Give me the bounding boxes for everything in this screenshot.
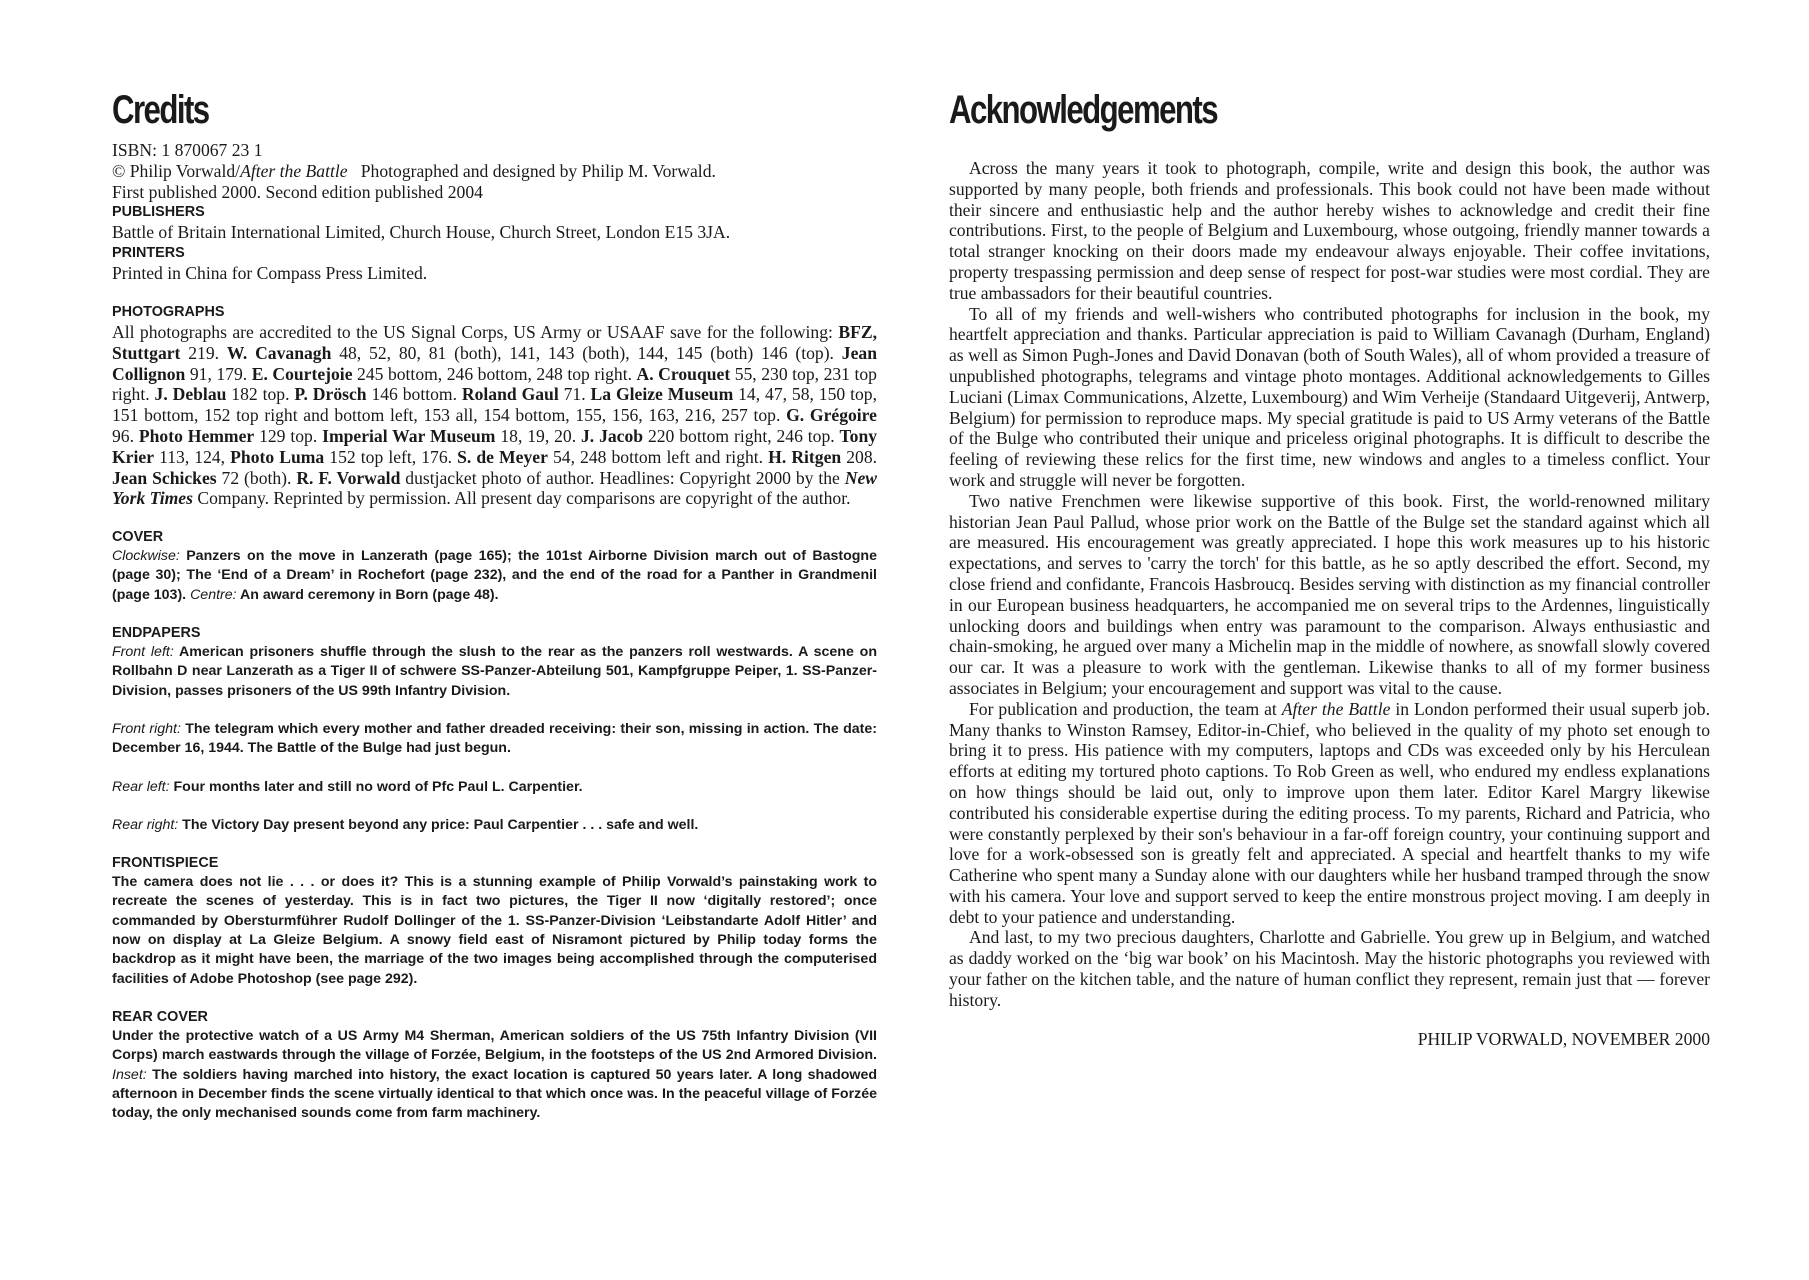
endpaper-front-right	[112, 720, 877, 759]
copyright-italic: After the Battle	[240, 160, 348, 181]
photo-credit-name: G. Grégoire	[786, 405, 877, 426]
ep-front-right-text: The telegram which every mother and father dreaded receiving: their son, missing in action. The date: December 16, 1944. The Battle of the Bulge had just begun.	[112, 720, 877, 757]
ack-paragraph: Two native Frenchmen were likewise supportive of this book. First, the world-renowned military historian Jean Paul Pallud, whose prior work on the Battle of the Bulge set the standard against which all are measured. His encouragement was greatly appreciated. I hope this work measures up to his historic expectations, and serves to 'carry the torch' for this battle, as he so aptly described the effort. Second, my close friend and confidante, Francois Hasbroucq. Besides serving with distinction as my financial controller in our European business headquarters, he accompanied me on several trips to the Ardennes, linguistically unlocking doors and buildings when entry was paramount to the comparison. Always enthusiastic and chain-smoking, he argued over many a Michelin map in the middle of nowhere, as snowfall slowly covered our car. It was a pleasure to work with the gentleman. Likewise thanks to all of my former business associates in Belgium; your encouragement and support was vital to the cause.	[949, 490, 1710, 698]
cover-text	[112, 547, 877, 605]
ack-paragraph: And last, to my two precious daughters, Charlotte and Gabrielle. You grew up in Belgium, and watched as daddy worked on the ‘big war book’ on his Macintosh. May the historic photographs you reviewed with your father on the kitchen table, and the nature of human conflict they represent, remain just that — forever history.	[949, 927, 1710, 1010]
photo-credit-pages: 55, 230 top, 231 top right.	[112, 363, 877, 405]
photo-credit-name: P. Drösch	[294, 384, 367, 405]
photo-tail: Company. Reprinted by permission. All present day comparisons are copyright of the author.	[192, 488, 851, 509]
photo-credit-pages: 14, 47, 58, 150 top, 151 bottom, 152 top right and bottom left, 153 all, 154 bottom, 155, 156, 163, 216, 257 top.	[112, 384, 877, 426]
photo-credit-pages: 113, 124,	[154, 446, 231, 467]
photo-credit-name: Jean Collignon	[112, 342, 877, 384]
publishers-text: Battle of Britain International Limited, Church House, Church Street, London E15 3JA.	[112, 222, 731, 243]
copyright-prefix: © Philip Vorwald/	[112, 160, 241, 181]
ep-rear-left-label: Rear left:	[112, 778, 170, 795]
photo-credit-pages: 220 bottom right, 246 top.	[643, 425, 840, 446]
credits-column	[112, 80, 877, 1123]
photo-credit-pages: 96.	[112, 425, 139, 446]
photo-credit-pages: 91, 179.	[185, 363, 252, 384]
photo-credit-pages: dustjacket photo of author. Headlines: Copyright 2000 by the	[400, 467, 845, 488]
photo-credit-pages: 152 top left, 176.	[324, 446, 458, 467]
frontispiece-label: FRONTISPIECE	[112, 855, 219, 872]
published-line: First published 2000. Second edition published 2004	[112, 181, 483, 202]
ack-p4-b: in London performed their usual superb job. Many thanks to Winston Ramsey, Editor-in-Chief, who believed in the quality of my photo set enough to bring it to press. His patience with my computers, laptops and CDs was exceeded only by his Herculean efforts at editing my tortured photo captions. To Rob Green as well, who endured my endless explanations on how things should be laid out, only to improve upon them later. Editor Karel Margry likewise contributed his considerable expertise during the editing process. To my parents, Richard and Patricia, who were constantly perplexed by their son's behaviour in a far-off foreign country, your continuing support and love for a work-obsessed son is greatly felt and appreciated. A special and heartfelt thanks to my wife Catherine who spent many a Sunday alone with our daughters while her husband tramped through the snow with his camera. Your love and support served to keep the entire monstrous project moving. I am deeply in debt to your patience and understanding.	[949, 698, 1710, 927]
photo-credit-pages: 182 top.	[226, 384, 295, 405]
ep-front-right-label: Front right:	[112, 720, 181, 737]
photo-credit-pages: 72 (both).	[216, 467, 297, 488]
photo-credit-name: Photo Hemmer	[138, 425, 255, 446]
photo-credits-list	[112, 322, 877, 508]
ep-front-left-text: American prisoners shuffle through the slush to the rear as the panzers roll westwards. A scene on Rollbahn D near Lanzerath as a Tiger II of schwere SS-Panzer-Abteilung 501, Kampfgruppe Peiper, 1. SS-Panzer-Division, passes prisoners of the US 99th Infantry Division.	[112, 644, 877, 699]
endpaper-rear-left	[112, 778, 877, 797]
photo-credit-name: J. Deblau	[154, 384, 227, 405]
photo-credit-name: Jean Schickes	[112, 467, 217, 488]
photo-credit-pages: 219.	[180, 342, 227, 363]
nyt-title: New York Times	[112, 467, 878, 509]
photo-credit-pages: 18, 19, 20.	[495, 425, 581, 446]
ack-p4-italic: After the Battle	[1281, 698, 1391, 719]
photo-credit-name: E. Courtejoie	[251, 363, 353, 384]
ep-front-left-label: Front left:	[112, 644, 174, 661]
rear-cover-text-2: The soldiers having marched into history, the exact location is captured 50 years later. A long shadowed afternoon in December finds the scene virtually identical to that which once was. In the peaceful village of Forzée today, the only mechanised sounds come from farm machinery.	[112, 1066, 877, 1122]
photo-credit-name: Photo Luma	[230, 446, 325, 467]
photo-credit-name: W. Cavanagh	[226, 342, 332, 363]
photographs-intro: All photographs are accredited to the US Signal Corps, US Army or USAAF save for the following:	[112, 321, 833, 342]
photo-credit-name: A. Crouquet	[636, 363, 731, 384]
photo-credit-pages: 48, 52, 80, 81 (both), 141, 143 (both), 144, 145 (both) 146 (top).	[331, 342, 842, 363]
photo-credit-name: R. F. Vorwald	[296, 467, 401, 488]
photo-credit-name: Tony Krier	[112, 425, 878, 467]
cover-text-1: Panzers on the move in Lanzerath (page 165); the 101st Airborne Division march out of Bastogne (page 30); The ‘End of a Dream’ in Rochefort (page 232), and the end of the road for a Panther in Grandmenil (page 103).	[112, 548, 877, 603]
copyright-line	[112, 161, 877, 182]
printers-text: Printed in China for Compass Press Limited.	[112, 263, 428, 284]
copyright-suffix: Photographed and designed by Philip M. Vorwald.	[347, 160, 716, 181]
photographs-label: PHOTOGRAPHS	[112, 303, 225, 320]
photo-credit-pages: 54, 248 bottom left and right.	[547, 446, 769, 467]
endpapers-label: ENDPAPERS	[112, 625, 201, 642]
credits-title: Credits	[112, 88, 209, 132]
frontispiece-text: The camera does not lie . . . or does it? This is a stunning example of Philip Vorwald’s painstaking work to recreate the scenes of yesterday. This is in fact two pictures, the Tiger II now ‘digitally restored’; once commanded by Obersturmführer Rudolf Dollinger of the 1. SS-Panzer-Division ‘Leibstandarte Adolf Hitler’ and now on display at La Gleize Belgium. A snowy field east of Nisramont pictured by Philip today forms the backdrop as it might have been, the marriage of the two images being accomplished through the computerised facilities of Adobe Photoshop (see page 292).	[112, 874, 877, 987]
cover-italic-1: Clockwise:	[112, 548, 180, 565]
ack-paragraph	[949, 699, 1710, 928]
endpaper-rear-right	[112, 816, 877, 835]
acknowledgements-title: Acknowledgements	[949, 88, 1218, 132]
publishers-label: PUBLISHERS	[112, 204, 205, 221]
ep-rear-right-text: The Victory Day present beyond any price: Paul Carpentier . . . safe and well.	[178, 816, 699, 833]
photo-credit-pages: 146 bottom.	[366, 384, 462, 405]
cover-text-2: An award ceremony in Born (page 48).	[236, 586, 499, 603]
photo-credit-name: BFZ, Stuttgart	[112, 321, 877, 363]
rear-cover-inset-label: Inset:	[112, 1066, 147, 1083]
printers-label: PRINTERS	[112, 245, 185, 262]
ep-rear-left-text: Four months later and still no word of Pfc Paul L. Carpentier.	[169, 778, 583, 795]
photo-credit-name: Imperial War Museum	[322, 425, 496, 446]
photo-credit-name: La Gleize Museum	[590, 384, 734, 405]
rear-cover-text-1: Under the protective watch of a US Army M4 Sherman, American soldiers of the US 75th Infantry Division (VII Corps) march eastwards through the village of Forzée, Belgium, in the footsteps of the US 2nd Armored Division.	[112, 1027, 877, 1064]
acknowledgements-column	[949, 80, 1710, 1049]
photographs-text	[112, 322, 877, 509]
cover-label: COVER	[112, 529, 164, 546]
photo-credit-name: H. Ritgen	[768, 446, 842, 467]
acknowledgements-body	[949, 158, 1710, 1049]
cover-italic-2: Centre:	[190, 586, 237, 603]
photo-credit-name: Roland Gaul	[461, 384, 559, 405]
ack-p4-a: For publication and production, the team at	[969, 698, 1282, 719]
ack-paragraph: To all of my friends and well-wishers who contributed photographs for inclusion in the book, my heartfelt appreciation and thanks. Particular appreciation is paid to William Cavanagh (Durham, England) as well as Simon Pugh-Jones and David Donavan (both of South Wales), all of whom provided a treasure of unpublished photographs, telegrams and vintage photo montages. Additional acknowledgements to Gilles Luciani (Limax Communications, Alzette, Luxembourg) and Wim Verheije (Standaard Uitgeverij, Antwerp, Belgium) for permission to reproduce maps. My special gratitude is paid to US Army veterans of the Battle of the Bulge who contributed their unique and priceless original photographs. It is difficult to describe the feeling of reviewing these relics for the first time, new windows and angles to a timeless conflict. Your work and struggle will never be forgotten.	[949, 303, 1710, 490]
rear-cover-label: REAR COVER	[112, 1008, 208, 1025]
author-signature: PHILIP VORWALD, NOVEMBER 2000	[1417, 1028, 1710, 1049]
ep-rear-right-label: Rear right:	[112, 816, 179, 833]
photo-credit-pages: 208.	[841, 446, 878, 467]
photo-credit-pages: 129 top.	[254, 425, 323, 446]
photo-credit-pages: 71.	[558, 384, 591, 405]
ack-paragraph: Across the many years it took to photograph, compile, write and design this book, the author was supported by many people, both friends and professionals. This book could not have been made without their sincere and enthusiastic help and the author hereby wishes to acknowledge and credit their fine contributions. First, to the people of Belgium and Luxembourg, whose outgoing, friendly manner towards a total stranger knocking on their doors made my endeavour always enjoyable. Their coffee invitations, property trespassing permission and deep sense of respect for post-war studies were most cordial. They are true ambassadors for their beautiful countries.	[949, 158, 1710, 303]
endpaper-front-left	[112, 643, 877, 701]
rear-cover-text	[112, 1027, 877, 1123]
photo-credit-pages: 245 bottom, 246 bottom, 248 top right.	[352, 363, 637, 384]
photo-credit-name: J. Jacob	[581, 425, 644, 446]
photo-credit-name: S. de Meyer	[457, 446, 548, 467]
isbn: ISBN: 1 870067 23 1	[112, 140, 263, 160]
